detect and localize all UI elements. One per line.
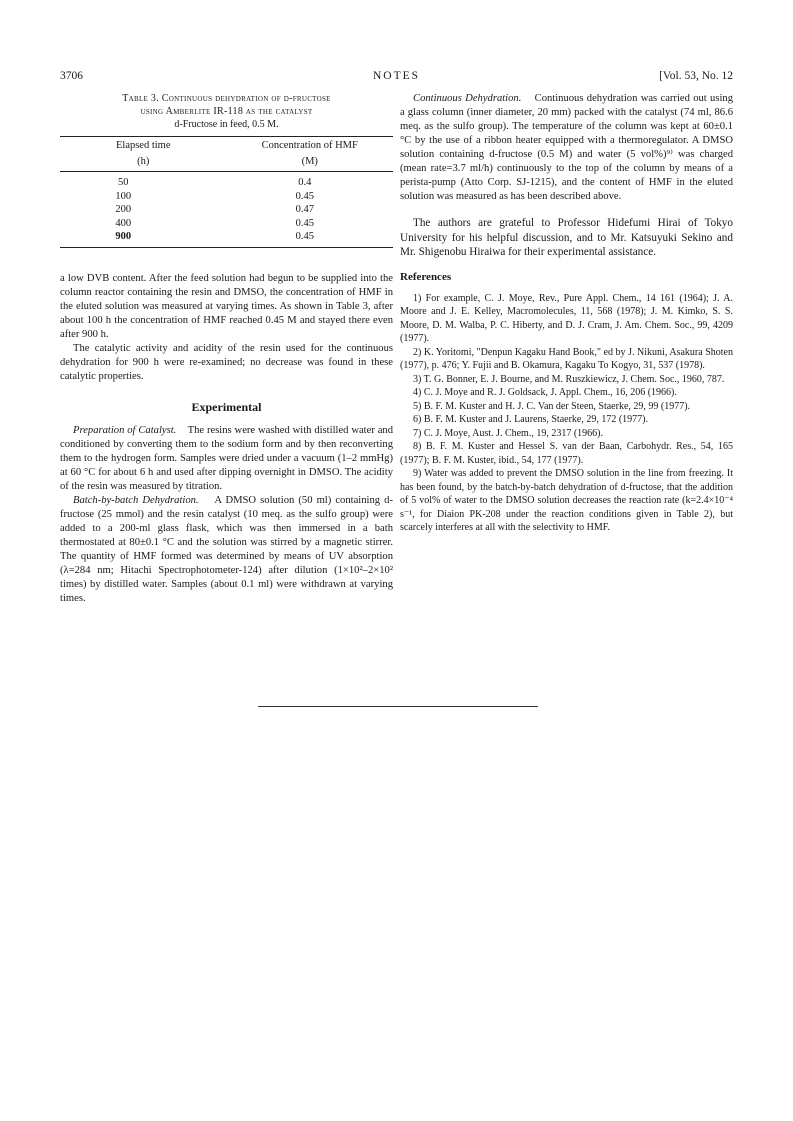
time-cell: 400 xyxy=(115,217,132,229)
prep-title: Preparation of Catalyst. xyxy=(73,424,177,436)
reference-item: 4) C. J. Moye and R. J. Goldsack, J. Appl. Chem., 16, 206 (1966). xyxy=(413,387,677,398)
col1-header: Elapsed time xyxy=(60,137,227,156)
continuous-paragraph xyxy=(400,92,733,204)
volume-info: [Vol. 53, No. 12 xyxy=(659,70,733,82)
body-paragraph-1: a low DVB content. After the feed solution had begun to be supplied into the column reactor containing the resin and DMSO, the concentration of HMF in the eluted solution was measured at varying times. As shown in Table 3, after about 100 h the concentration of HMF reached 0.45 M and stayed there even after 900 h. xyxy=(60,272,393,340)
acknowledgment: The authors are grateful to Professor Hidefumi Hirai of Tokyo University for his helpful discussion, and to Mr. Katsuyuki Sekino and Mr. Shigenobu Hiraiwa for their experimental assistance. xyxy=(400,217,733,258)
table-row xyxy=(60,217,393,231)
conc-cell: 0.45 xyxy=(295,217,314,229)
batch-paragraph xyxy=(60,494,393,606)
reference-item: 3) T. G. Bonner, E. J. Bourne, and M. Ruszkiewicz, J. Chem. Soc., 1960, 787. xyxy=(413,373,725,385)
table-row xyxy=(60,203,393,217)
right-column xyxy=(400,92,733,535)
conc-cell: 0.45 xyxy=(295,190,314,202)
reference-item: 5) B. F. M. Kuster and H. J. C. Van der Steen, Staerke, 29, 99 (1977). xyxy=(413,400,691,412)
col1-unit: (h) xyxy=(60,155,227,172)
table-caption-line3: d-Fructose in feed, 0.5 M. xyxy=(174,119,279,130)
prep-text: The resins were washed with distilled water and conditioned by converting them to the sodium form and by then reconverting them to the hydrogen form. Samples were dried under a vacuum (1–2 mmHg) at 60 °C for about 6 h and used after dipping overnight in DMSO. The acidity of the resin was measured by titration. xyxy=(60,424,394,492)
reference-item: 1) For example, C. J. Moye, Rev., Pure Appl. Chem., 14 161 (1964); J. A. Moore and J. E. Kelley, Macromolecules, 11, 568 (1978); J. M. Kimko, S. S. Moore, D. M. Walba, P. C. Hiberty, and D. J. Cram, J. Am. Chem. Soc., 99, 4209 (1977). xyxy=(400,292,733,344)
cont-text: Continuous dehydration was carried out using a glass column (inner diameter, 20 mm) packed with the catalyst (74 ml, 86.6 meq. as the sulfo group). The temperature of the column was kept at 60±0.1 °C by the use of a ribbon heater equipped with a thermoregulator. A DMSO solution containing d-fructose (0.5 M) and water (5 vol%)⁹⁾ was charged (mean rate=3.7 ml/h) continuously to the top of the column by means of a perista-pump (Atto Corp. SJ-1215), and the content of HMF in the eluted solution was measured as has been described above. xyxy=(400,93,734,202)
experimental-heading: Experimental xyxy=(191,399,262,414)
body-paragraph-2: The catalytic activity and acidity of the resin used for the continuous dehydration for 900 h were re-examined; no decrease was found in these catalytic properties. xyxy=(60,342,393,382)
page-number: 3706 xyxy=(60,70,83,82)
time-cell: 200 xyxy=(115,204,132,215)
time-cell: 900 xyxy=(60,230,227,247)
col2-header: Concentration of HMF xyxy=(227,137,394,156)
prep-paragraph xyxy=(60,424,393,494)
cont-title: Continuous Dehydration. xyxy=(413,93,522,104)
time-cell: 100 xyxy=(115,190,132,202)
conc-cell: 0.4 xyxy=(298,177,312,188)
batch-title: Batch-by-batch Dehydration. xyxy=(73,494,199,506)
table-3 xyxy=(60,136,393,248)
reference-item: 7) C. J. Moye, Aust. J. Chem., 19, 2317 (1966). xyxy=(413,427,603,439)
reference-item: 2) K. Yoritomi, "Denpun Kagaku Hand Book," ed by J. Nikuni, Asakura Shoten (1977), p. 476; Y. Fujii and B. Okamura, Kagaku To Kogyo, 31, 537 (1978). xyxy=(400,346,733,371)
references-list xyxy=(400,292,733,535)
left-column xyxy=(60,92,393,606)
end-rule xyxy=(258,706,538,707)
reference-item: 6) B. F. M. Kuster and J. Laurens, Staerke, 29, 172 (1977). xyxy=(413,414,648,425)
running-title: NOTES xyxy=(372,70,421,82)
reference-item: 9) Water was added to prevent the DMSO solution in the line from freezing. It has been found, by the batch-by-batch dehydration of d-fructose, that the addition of 5 vol% of water to the DMSO solution decreases the reaction rate (k=2.4×10⁻⁴ s⁻¹, for Diaion PK-208 under the reaction conditions given in Table 2), but scarcely interferes at all with the selectivity to HMF. xyxy=(400,468,733,533)
time-cell: 50 xyxy=(118,177,129,188)
col2-unit: (M) xyxy=(227,155,394,172)
reference-item: 8) B. F. M. Kuster and Hessel S. van der Baan, Carbohydr. Res., 54, 165 (1977); B. F. M. Kuster, ibid., 54, 177 (1977). xyxy=(400,441,733,466)
conc-cell: 0.45 xyxy=(227,230,394,247)
table-caption xyxy=(60,92,393,131)
table-row xyxy=(60,230,393,247)
batch-text: A DMSO solution (50 ml) containing d-fructose (25 mmol) and the resin catalyst (10 meq. as the sulfo group) were added to a 200-ml glass flask, which was then immersed in a bath thermostated at 80±0.1 °C and the solution was stirred by a magnetic stirrer. The quantity of HMF formed was determined by means of UV absorption (λ=284 nm; Hitachi Spectrophotometer-124) after dilution (1×10²–2×10² times) by distilled water. Samples (about 0.1 ml) were withdrawn at varying times. xyxy=(60,494,393,604)
table-caption-line2: using Amberlite IR-118 as the catalyst xyxy=(140,106,313,117)
table-caption-line1: Table 3. Continuous dehydration of d-fructose xyxy=(122,93,331,104)
references-heading: References xyxy=(400,270,452,283)
table-row xyxy=(60,190,393,204)
conc-cell: 0.47 xyxy=(295,204,314,215)
table-row xyxy=(60,172,393,190)
